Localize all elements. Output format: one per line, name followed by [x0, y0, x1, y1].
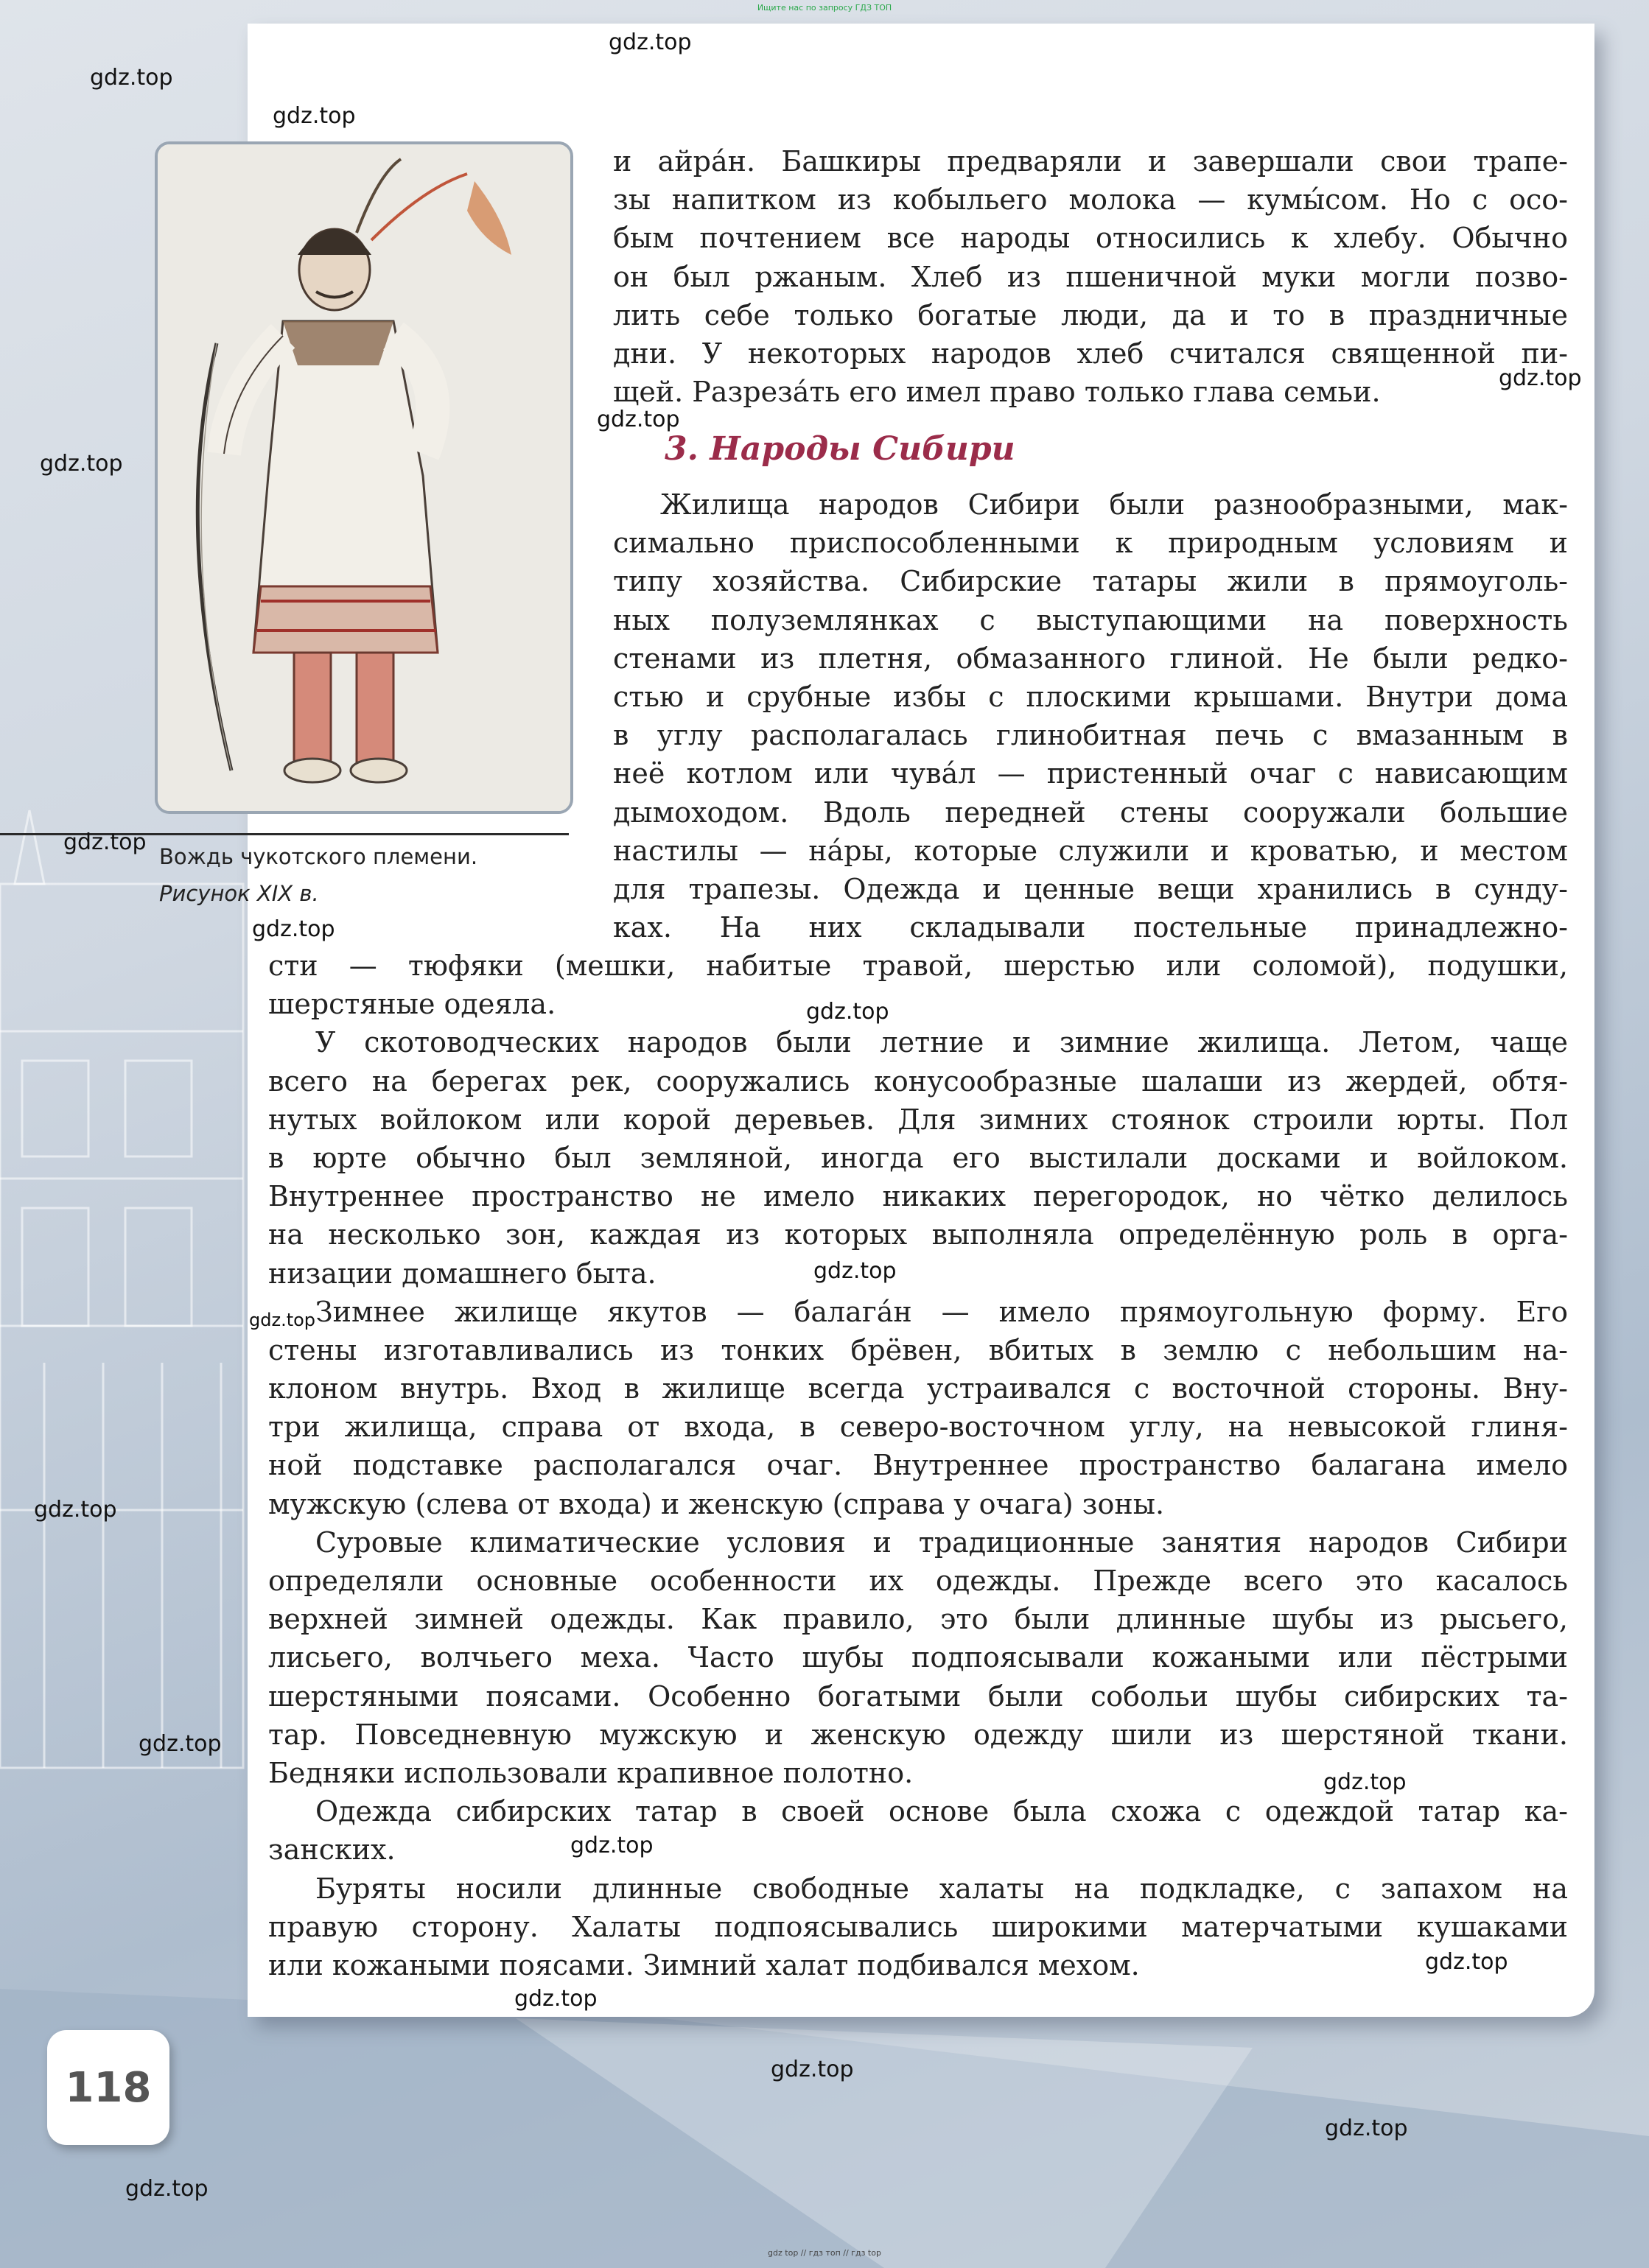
text-line: Бедняки использовали крапивное полотно.: [268, 1756, 914, 1789]
chukchi-chief-illustration: [158, 144, 570, 811]
text-line: тар. Повседневную мужскую и женскую одежду шили из шерстяной ткани.: [268, 1718, 1568, 1751]
text-line: в углу располагалась глинобитная печь с вмазанным в: [613, 719, 1568, 752]
bottom-note: gdz top // гдз топ // гдз top: [768, 2248, 881, 2258]
text-line: три жилища, справа от входа, в северо-восточном углу, на невысокой глиня-: [268, 1411, 1568, 1444]
text-line: Суровые климатические условия и традиционные занятия народов Сибири: [315, 1526, 1568, 1559]
watermark: gdz.top: [1325, 2116, 1408, 2141]
figure-frame: [155, 141, 573, 814]
text-line: в юрте обычно был земляной, иногда его выстилали досками и войлоком.: [268, 1141, 1568, 1174]
watermark: gdz.top: [514, 1986, 598, 2012]
watermark: gdz.top: [1499, 365, 1582, 391]
watermark: gdz.top: [34, 1497, 117, 1523]
watermark: gdz.top: [90, 65, 173, 91]
text-line: дымоходом. Вдоль передней стены сооружали большие: [613, 796, 1568, 829]
watermark: gdz.top: [273, 103, 356, 129]
text-line: правую сторону. Халаты подпоясывались широкими матерчатыми кушаками: [268, 1910, 1568, 1943]
watermark: gdz.top: [806, 999, 889, 1025]
watermark: gdz.top: [609, 29, 692, 55]
text-line: Буряты носили длинные свободные халаты на подкладке, с запахом на: [315, 1872, 1568, 1905]
watermark: gdz.top: [125, 2176, 209, 2202]
text-line: или кожаными поясами. Зимний халат подбивался мехом.: [268, 1948, 1140, 1981]
watermark: gdz.top: [252, 916, 335, 942]
text-line: ной подставке располагался очаг. Внутреннее пространство балагана имело: [268, 1449, 1568, 1482]
text-line: стены изготавливались из тонких брёвен, вбитых в землю с небольшим на-: [268, 1333, 1568, 1366]
text-line: Одежда сибирских татар в своей основе была схожа с одеждой татар ка-: [315, 1795, 1568, 1828]
watermark: gdz.top: [63, 829, 147, 855]
watermark: gdz.top: [813, 1258, 897, 1284]
text-line: низации домашнего быта.: [268, 1257, 657, 1290]
text-line: У скотоводческих народов были летние и зимние жилища. Летом, чаще: [315, 1026, 1568, 1059]
text-line: симально приспособленными к природным условиям и: [613, 527, 1568, 560]
text-block-right: [613, 485, 1568, 947]
text-line: ных полуземлянках с выступающими на поверхность: [613, 603, 1568, 636]
watermark: gdz.top: [139, 1731, 222, 1757]
text-line: Зимнее жилище якутов — балага́н — имело прямоугольную форму. Его: [315, 1295, 1568, 1328]
text-line: клоном внутрь. Вход в жилище всегда устраивался с восточной стороны. Вну-: [268, 1372, 1568, 1405]
text-line: и айра́н. Башкиры предваряли и завершали свои трапе-: [613, 145, 1568, 178]
text-line: занских.: [268, 1833, 396, 1867]
text-line: шерстяными поясами. Особенно богатыми были собольи шубы сибирских та-: [268, 1679, 1568, 1713]
text-line: верхней зимней одежды. Как правило, это были длинные шубы из рысьего,: [268, 1603, 1568, 1636]
figure-caption-source: Рисунок XIX в.: [159, 881, 319, 906]
watermark: gdz.top: [597, 407, 680, 432]
text-line: зы напитком из кобыльего молока — кумы́сом. Но с осо-: [613, 183, 1568, 217]
text-block-full: [268, 947, 1568, 1984]
text-line: типу хозяйства. Сибирские татары жили в прямоуголь-: [613, 565, 1568, 598]
text-line: лить себе только богатые люди, да и то в праздничные: [613, 298, 1568, 331]
text-line: всего на берегах рек, сооружались конусообразные шалаши из жердей, обтя-: [268, 1064, 1568, 1098]
text-line: Внутреннее пространство не имело никаких перегородок, но чётко делилось: [268, 1180, 1568, 1213]
text-line: настилы — на́ры, которые служили и кроватью, и местом: [613, 834, 1568, 867]
text-line: шерстяные одеяла.: [268, 988, 556, 1021]
text-line: щей. Разреза́ть его имел право только глава семьи.: [613, 376, 1381, 409]
text-line: на несколько зон, каждая из которых выполняла определённую роль в орга-: [268, 1218, 1568, 1251]
watermark: gdz.top: [1425, 1949, 1508, 1975]
text-block-top: [613, 142, 1568, 411]
text-line: стью и срубные избы с плоскими крышами. Внутри дома: [613, 680, 1568, 713]
watermark: gdz.top: [1323, 1769, 1407, 1795]
text-line: мужскую (слева от входа) и женскую (справа у очага) зоны.: [268, 1487, 1165, 1520]
text-line: ках. На них складывали постельные принадлежно-: [613, 911, 1568, 944]
text-line: для трапезы. Одежда и ценные вещи хранились в сунду-: [613, 872, 1568, 905]
top-search-note: Ищите нас по запросу ГДЗ ТОП: [757, 3, 892, 13]
text-line: бым почтением все народы относились к хлебу. Обычно: [613, 222, 1568, 255]
text-line: стенами из плетня, обмазанного глиной. Не были редко-: [613, 642, 1568, 675]
text-line: сти — тюфяки (мешки, набитые травой, шерстью или соломой), подушки,: [268, 949, 1568, 982]
text-line: он был ржаным. Хлеб из пшеничной муки могли позво-: [613, 260, 1568, 293]
text-line: неё котлом или чува́л — пристенный очаг с нависающим: [613, 757, 1568, 790]
text-line: дни. У некоторых народов хлеб считался священной пи-: [613, 337, 1568, 370]
page-number: 118: [65, 2064, 152, 2112]
figure-caption: Вождь чукотского племени.: [159, 844, 478, 869]
page-number-box: [47, 2030, 169, 2145]
text-line: лисьего, волчьего меха. Часто шубы подпоясывали кожаными или пёстрыми: [268, 1641, 1568, 1674]
text-line: определяли основные особенности их одежды. Прежде всего это касалось: [268, 1565, 1568, 1597]
watermark: gdz.top: [40, 451, 123, 477]
watermark: gdz.top: [249, 1310, 316, 1330]
watermark: gdz.top: [570, 1833, 654, 1858]
section-heading: 3. Народы Сибири: [665, 430, 1015, 468]
text-line: Жилища народов Сибири были разнообразными, мак-: [660, 488, 1568, 521]
watermark: gdz.top: [771, 2057, 854, 2082]
text-line: нутых войлоком или корой деревьев. Для зимних стоянок строили юрты. Пол: [268, 1103, 1568, 1136]
